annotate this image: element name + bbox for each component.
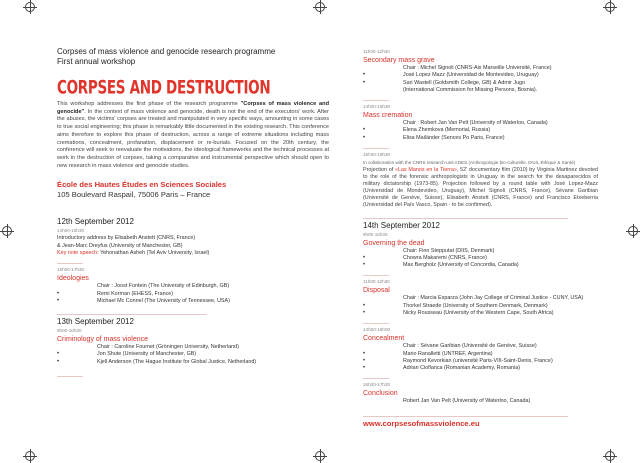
divider [363, 148, 389, 149]
speaker: • Nicky Rousseau (University of the Western Cape, South Africa) [363, 310, 598, 317]
day-date: 12th September 2012 [57, 217, 134, 227]
divider [363, 323, 389, 324]
intro-paragraph: This workshop addresses the first phase of the research programme "Corpses of mass violence and genocide". In the context of mass violence and genocide, death is not the end of the executors' work. After the abuses, the victims' corpses are treated and manipulated in very specific ways, amounting in some cases to true social engineering; this phase is remarkably little documented in the existing research. This conference aims therefore to explore this phase of destruction, across a range of extreme situations including mass cremations, concealment, profanation, displacement or re-burials. Focused on the 20th century, the conference will seek to reevaluate the motivations, the ideological frameworks and the technical processes at work in the destruction of corpses, taking a comparative and instrumental perspective which should open to new research in mass violence and genocide studies. [57, 101, 329, 169]
session-time: 14h00-16h00 [363, 327, 391, 333]
session-time: 9h00-10h30 [363, 231, 388, 237]
page-title: CORPSES AND DESTRUCTION [57, 76, 271, 99]
session-title: Criminology of mass violence [57, 336, 149, 344]
chair: Chair : Sévane Garibian (Université de Genève, Suisse) [403, 343, 537, 350]
session-title: Ideologies [57, 275, 89, 283]
speaker: • Remi Korman (EHESS, France) [57, 291, 329, 298]
divider [57, 376, 83, 377]
session-time: 14h00-15h30 [363, 104, 391, 110]
divider [363, 218, 568, 219]
divider [363, 416, 568, 417]
chair: Chair : Caroline Fournet (Gröningen University, Netherland) [97, 344, 239, 351]
session-time: 16h00-17h30 [57, 267, 85, 273]
registration-mark-icon [25, 2, 35, 12]
divider [57, 314, 207, 315]
session-time: 9h00-10h30 [57, 328, 82, 334]
divider [363, 100, 389, 101]
session-time: 14h00-15h30 [57, 228, 85, 234]
session-time: 11h00-12h30 [363, 279, 390, 285]
venue-address: 105 Boulevard Raspail, 75006 Paris – France [57, 190, 211, 200]
projection-description: Projection of «Las Manos en la Tierra», 52' documentary film (2010) by Virginia Martinez devoted to the role of the forensic anthropologists in Uruguay in the search for the desaparecidos of military dictatorship (1973-85). Projection followed by a round table with José Lopez-Mazz (Universidad de Mondevideo, Uruguay), Michel Signoli (CNRS, France), Sévane Garibian (Université de Genève, Suisse), Elisabeth Anstett (CNRS, France) and Francisco Etxeberria (Universidad del País Vasco, Spain - to be confirmed). [363, 167, 598, 208]
registration-mark-icon [605, 451, 615, 461]
registration-mark-icon [25, 451, 35, 461]
collaboration-note: In collaboration with the CNRS research-unit ADES (Anthropologie bio-culturelle, Droit, Éthique & Santé) [363, 160, 576, 166]
speaker: • Michael Mc Connel (The University of Tennessee, USA) [57, 298, 329, 305]
speaker: Robert Jan Van Pelt (University of Waterloo, Canada) [403, 398, 531, 405]
speaker: • Jon Shute (University of Manchester, GB) [57, 351, 329, 358]
session-title: Secondary mass grave [363, 57, 435, 64]
session-title: Conclusion [363, 390, 398, 398]
speaker: • Raymond Kevorkian (université Paris-VIII-Saint-Denis, France) [363, 358, 598, 365]
session-title: Disposal [363, 287, 390, 295]
session-time: 16h30-17h30 [363, 382, 391, 388]
chair: Chair : Michel Signoli (CNRS-Aix Marseille Université, France) [403, 65, 552, 71]
divider [363, 378, 389, 379]
registration-mark-icon [315, 451, 325, 461]
registration-mark-icon [605, 2, 615, 12]
speaker: • Chowra Makaremi (CNRS, France) [363, 255, 598, 262]
right-page [363, 48, 598, 429]
left-page [57, 47, 329, 379]
divider [363, 275, 389, 276]
intro-address: Introductory address by Elisabeth Anstett (CNRS, France) [57, 235, 196, 242]
speaker: • Elisa Mailänder (Sences Po Paris, France) [363, 135, 598, 142]
registration-mark-icon [315, 2, 325, 12]
speaker: • Thorkel Straede (University of Southern Denmark, Denmark) [363, 303, 598, 310]
session-title: Governing the dead [363, 239, 425, 247]
speaker-affiliation: (International Commission for Missing Persons, Bosnia). [403, 86, 538, 93]
speaker: • Elena Zhemkova (Memorial, Russia) [363, 127, 598, 134]
chair: Chair : Robert Jan Van Pelt (University of Waterloo, Canada) [403, 120, 548, 127]
workshop-label: First annual workshop [57, 57, 136, 66]
speaker: • Mario Ranalletti (UNTREF, Argentina) [363, 351, 598, 358]
registration-mark-icon [628, 226, 638, 236]
session-time: 16h30-18h30 [363, 152, 391, 158]
session-title: Mass cremation [363, 112, 413, 120]
chair: Chair: Finn Stepputat (DIIS, Denmark) [403, 247, 495, 254]
speaker: • Sari Wastell (Goldsmith College, GB) & Admir Jugo [363, 80, 598, 87]
speaker: • Adrian Cioflanca (Romanian Academy, Romania) [363, 365, 598, 372]
divider [57, 263, 83, 264]
session-title: Concealment [363, 335, 405, 343]
chair: Chair : Joost Fontein (The University of Edinburgh, GB) [97, 283, 230, 290]
venue-name: École des Hautes Études en Sciences Sociales [57, 180, 227, 190]
speaker: • José Lopez Mazz (Universidad de Montevideo, Uruguay) [363, 72, 598, 79]
session-time: 11h00-12h30 [363, 49, 390, 54]
day-date: 13th September 2012 [57, 317, 134, 327]
speaker: • Kjell Anderson (The Hague Institute for Global Justice, Netherland) [57, 359, 329, 366]
programme-name: Corpses of mass violence and genocide research programme [57, 47, 276, 56]
website-link[interactable]: www.corpsesofmassviolence.eu [363, 418, 480, 428]
day-date: 14th September 2012 [363, 220, 440, 230]
speaker: • Max Bergholz (University of Concordia, Canada) [363, 262, 598, 269]
intro-address: & Jean-Marc Dreyfus (University of Manchester, GB) [57, 242, 183, 249]
chair: Chair : Marcia Esparza (John Jay College of Criminal Justice - CUNY, USA) [403, 295, 584, 302]
registration-mark-icon [2, 226, 12, 236]
keynote: Key note speech: Yehonathan Asheh (Tel Aviv University, Israel) [57, 249, 210, 256]
